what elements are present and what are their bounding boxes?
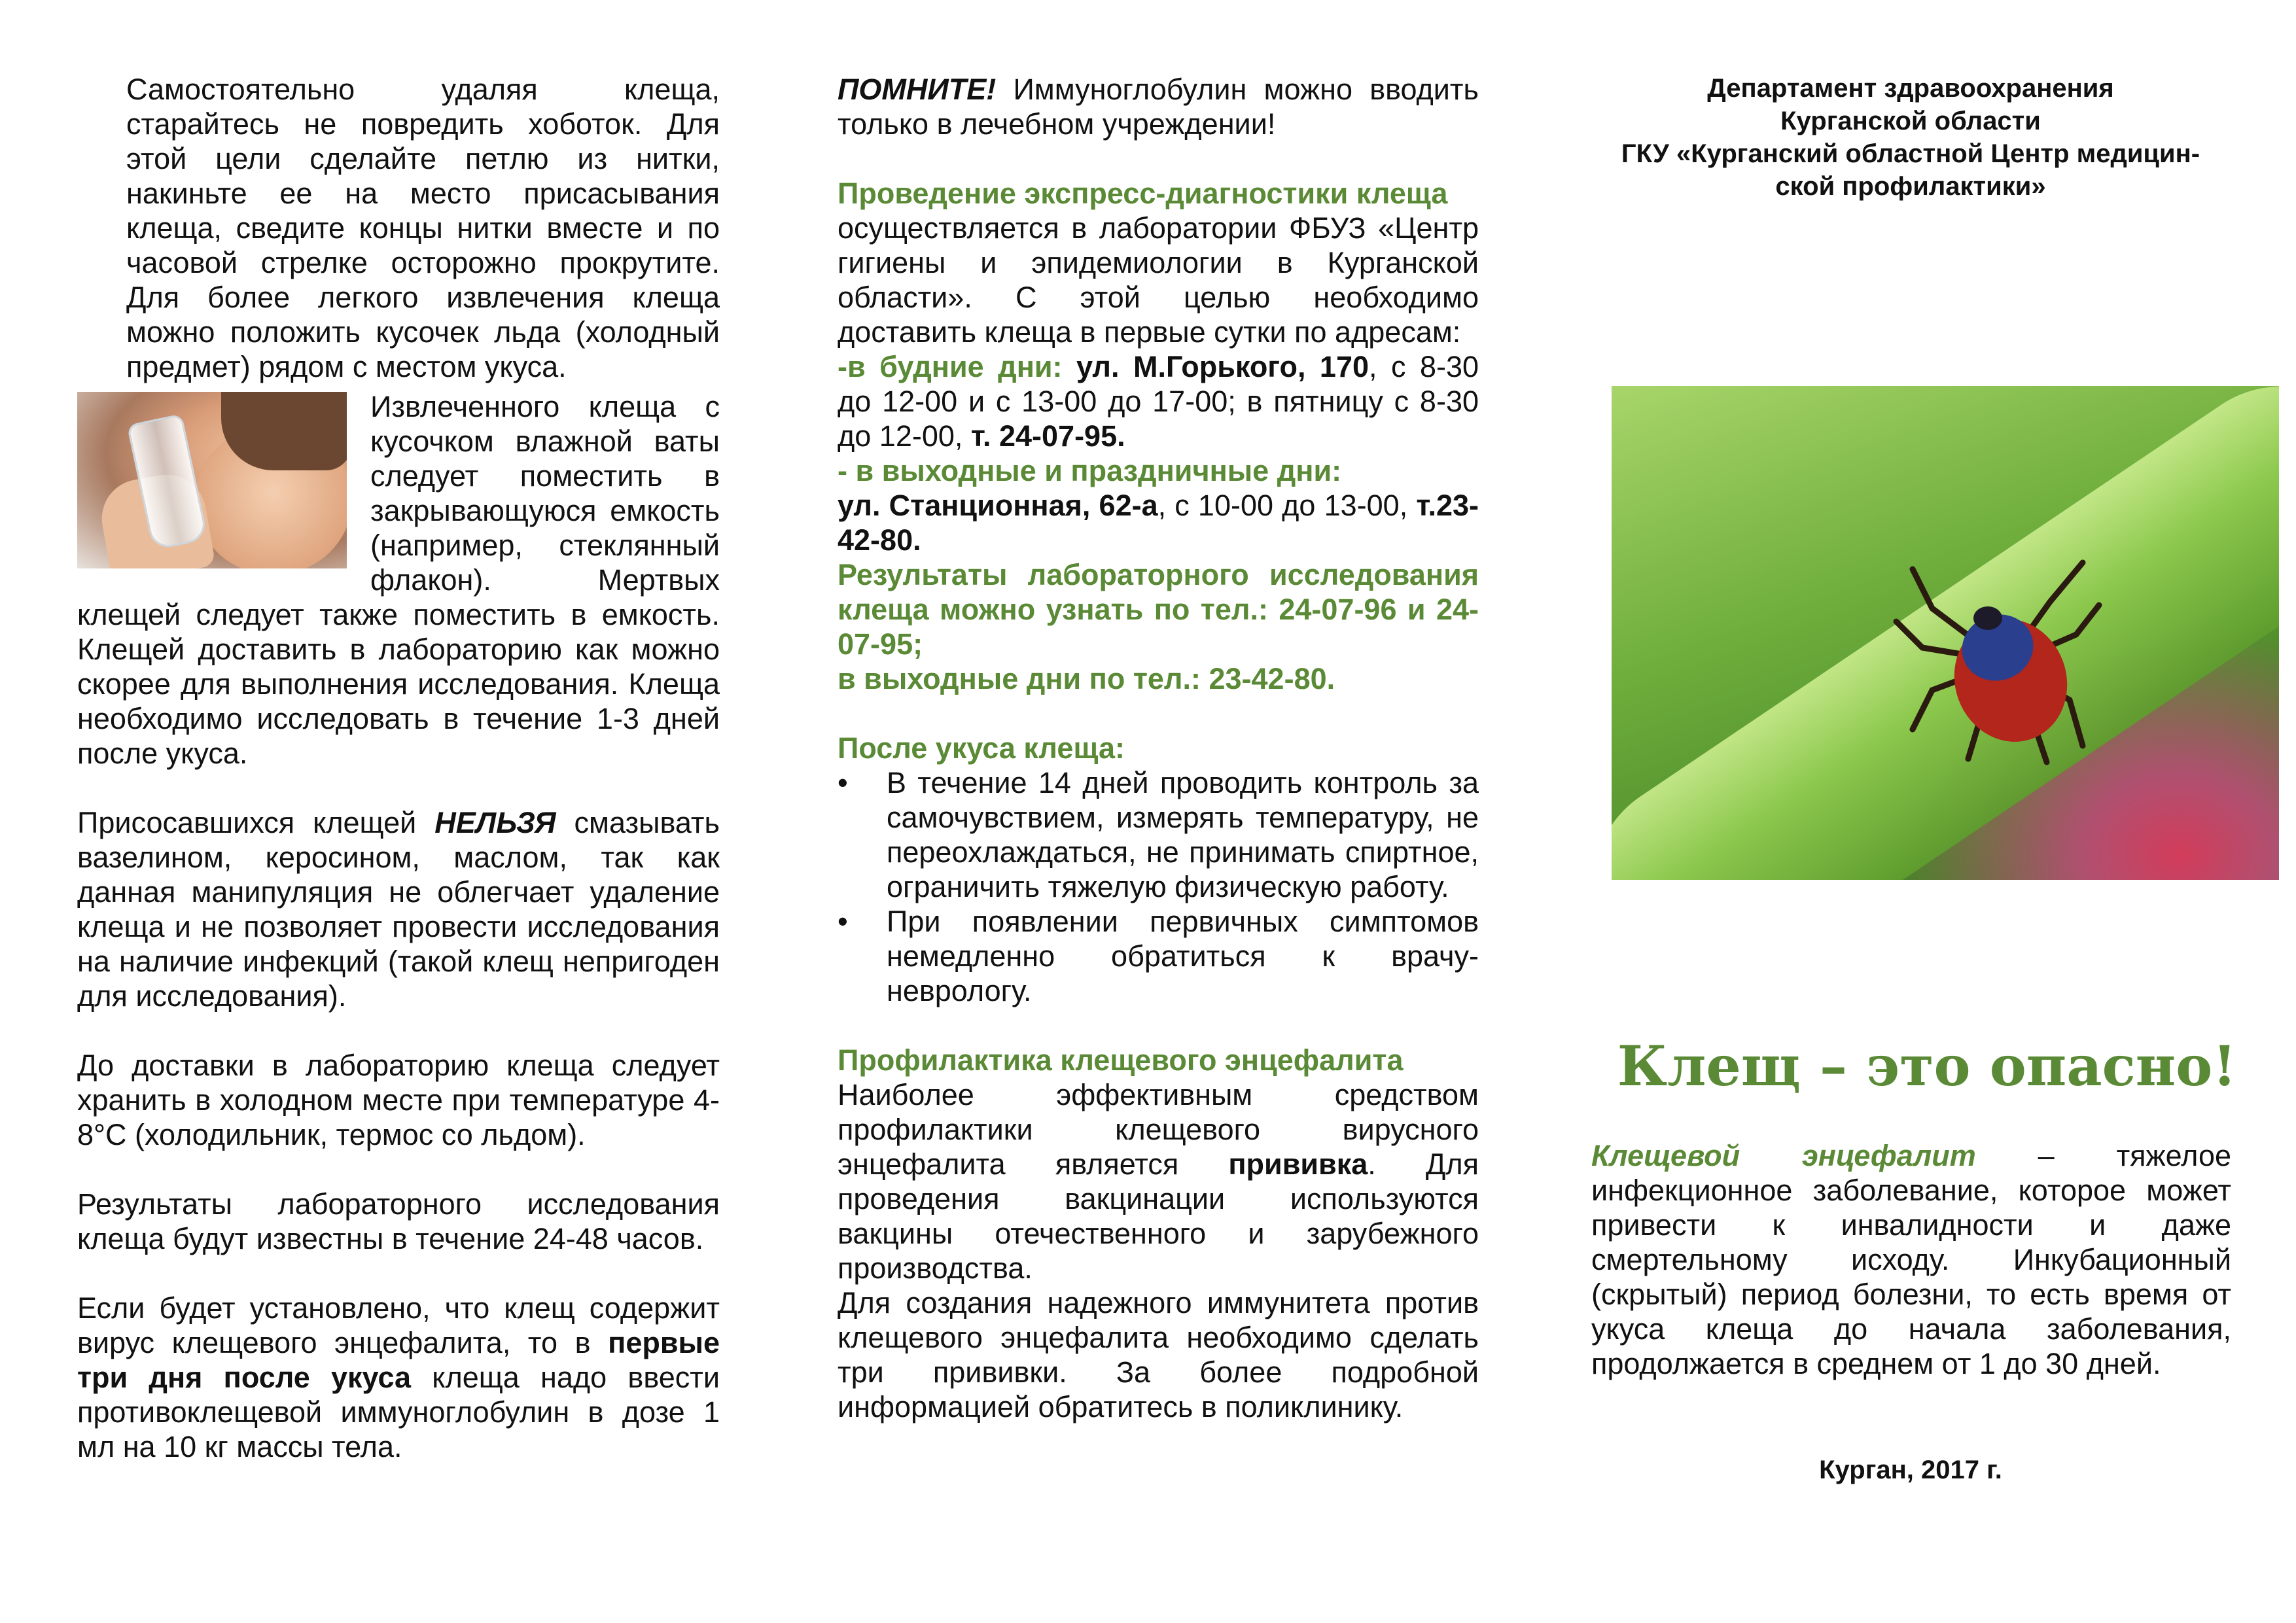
weekend-info: ул. Станционная, 62-а, с 10-00 до 13-00, т.23-42-80. <box>838 489 1479 557</box>
list-item: • При появлении первичных симптомов немедленно обратиться к врачу-неврологу. <box>838 904 1479 1008</box>
paragraph-cold-storage: До доставки в лабораторию клеща следует хранить в холодном месте при температуре 4-8°С (холодильник, термос со льдом). <box>77 1049 720 1151</box>
prophylaxis-text-2: Для создания надежного иммунитета против клещевого энцефалита необходимо сделать три прививки. За более подробной информацией обратитесь в поликлинику. <box>838 1286 1479 1423</box>
forbidden-word: НЕЛЬЗЯ <box>434 806 556 839</box>
results-weekend-phone: в выходные дни по тел.: 23-42-80. <box>838 662 1335 695</box>
department-header: Департамент здравоохранения Курганской области ГКУ «Курганский областной Центр медицин- ской профилактики» <box>1621 74 2200 201</box>
weekend-label: - в выходные и праздничные дни: <box>838 454 1342 487</box>
after-bite-list <box>838 765 1479 1008</box>
paragraph-results-time: Результаты лабораторного исследования клеща будут известны в течение 24-48 часов. <box>77 1187 720 1255</box>
footer-city-year: Курган, 2017 г. <box>1819 1456 2002 1484</box>
list-item: • В течение 14 дней проводить контроль за самочувствием, измерять температуру, не переохлаждаться, не принимать спиртное, ограничить тяжелую физическую работу. <box>838 765 1479 904</box>
column-left <box>77 72 720 1464</box>
tick-on-grass-photo <box>1612 386 2279 880</box>
paragraph-immunoglobulin: Если будет установлено, что клещ содержит вирус клещевого энцефалита, то в первые три дня после укуса клеща надо ввести противоклещевой иммуноглобулин в дозе 1 мл на 10 кг массы тела. <box>77 1291 720 1463</box>
main-title: Клещ – это опасно! <box>1617 1034 2237 1098</box>
paragraph-tick-removal: Самостоятельно удаляя клеща, старайтесь не повредить хоботок. Для этой цели сделайте петлю из нитки, накиньте ее на место присасывания клеща, сведите концы нитки вместе и по часовой стрелке осторожно прокрутите. Для более легкого извлечения клеща можно положить кусочек льда (холодный предмет) рядом с местом укуса. <box>126 73 720 383</box>
column-middle <box>838 72 1479 1424</box>
paragraph-remember: ПОМНИТЕ! Иммуноглобулин можно вводить только в лечебном учреждении! <box>838 73 1479 141</box>
paragraph-tick-storage: Извлеченного клеща с кусочком влажной ваты следует поместить в закрывающуюся емкость (например, стеклянный флакон). Мертвых клещей следует также поместить в емкость. Клещей доставить в лабораторию как можно скорее для выполнения исследования. Клеща необходимо исследовать в течение 1-3 дней после укуса. <box>77 390 720 770</box>
after-bite-title: После укуса клеща: <box>838 731 1125 765</box>
prophylaxis-title: Профилактика клещевого энцефалита <box>838 1043 1404 1077</box>
photo-vial-woman <box>77 392 347 568</box>
results-phone: Результаты лабораторного исследования клеща можно узнать по тел.: 24-07-96 и 24-07-95; <box>838 558 1479 661</box>
tick-icon <box>1886 550 2102 765</box>
paragraph-forbidden: Присосавшихся клещей НЕЛЬЗЯ смазывать вазелином, керосином, маслом, так как данная манипуляция не облегчает удаление клеща и не позволяет провести исследования на наличие инфекций (такой клещ непригоден для исследования). <box>77 806 720 1013</box>
encephalitis-text: Клещевой энцефалит – тяжелое инфекционное заболевание, которое может привести к инвалидности и даже смертельному исходу. Инкубационный (скрытый) период болезни, то есть время от укуса клеща до начала заболевания, продолжается в среднем от 1 до 30 дней. <box>1591 1139 2232 1380</box>
diagnostics-text: осуществляется в лаборатории ФБУЗ «Центр гигиены и эпидемиологии в Курганской области». С этой целью необходимо доставить клеща в первые сутки по адресам: <box>838 211 1479 349</box>
prophylaxis-text: Наиболее эффективным средством профилактики клещевого вирусного энцефалита является прививка. Для проведения вакцинации используются вакцины отечественного и зарубежного производства. <box>838 1078 1479 1285</box>
weekdays-info: -в будние дни: ул. М.Горького, 170, с 8-30 до 12-00 и с 13-00 до 17-00; в пятницу с 8-30 до 12-00, т. 24-07-95. <box>838 350 1479 453</box>
diagnostics-title: Проведение экспресс-диагностики клеща <box>838 177 1448 210</box>
